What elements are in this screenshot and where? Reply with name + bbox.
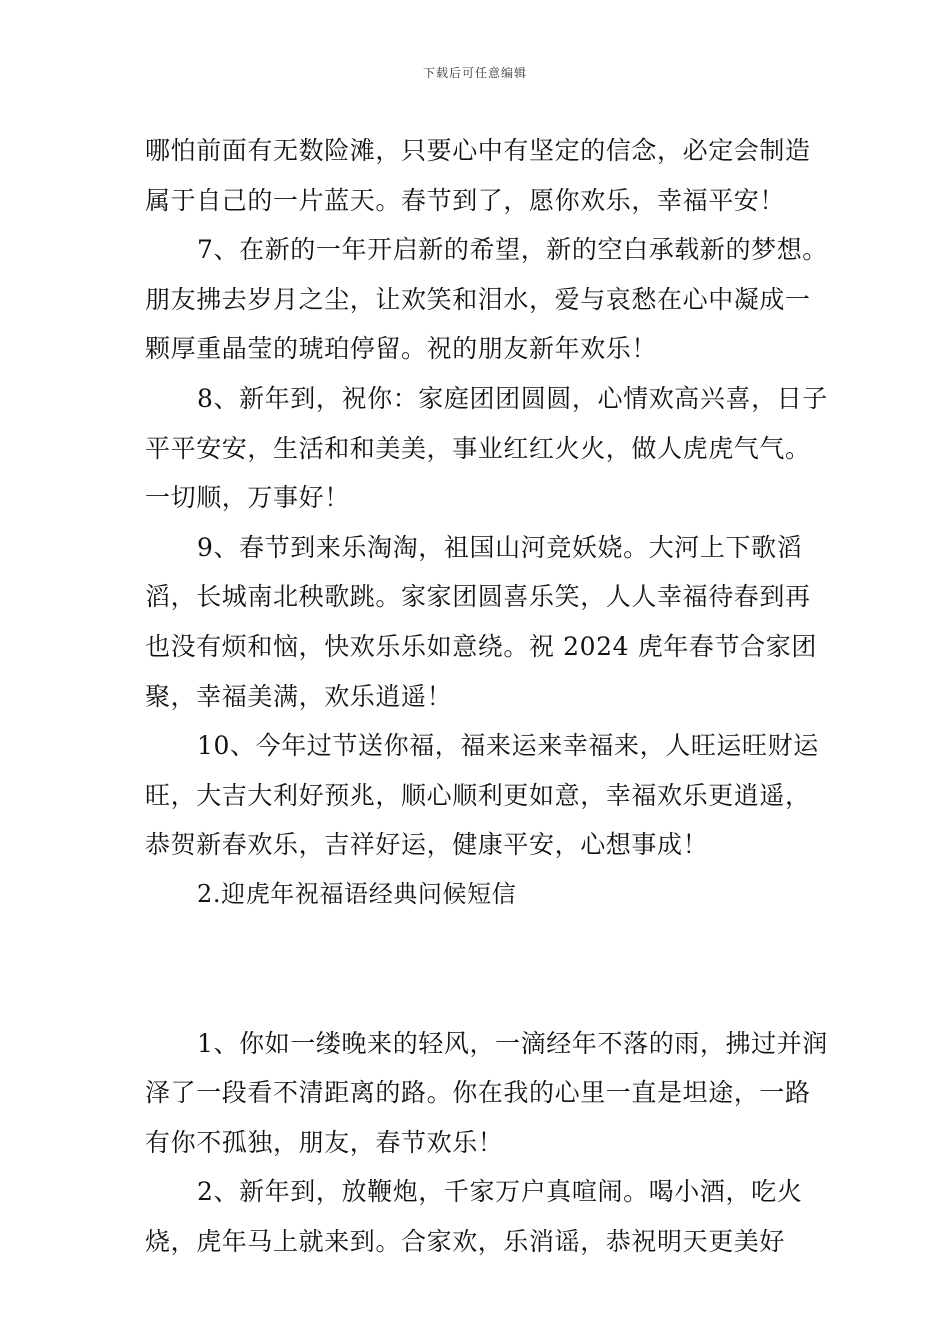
paragraph-item-10: 10、今年过节送你福，福来运来幸福来，人旺运旺财运旺，大吉大利好预兆，顺心顺利更如意，幸福欢乐更逍遥，恭贺新春欢乐，吉祥好运，健康平安，心想事成！ xyxy=(145,731,819,860)
blank-spacer xyxy=(145,920,835,1019)
paragraph-item-8: 8、新年到，祝你：家庭团团圆圆，心情欢高兴喜，日子平平安安，生活和和美美，事业红红火火，做人虎虎气气。一切顺，万事好！ xyxy=(145,383,828,513)
page-header-note: 下载后可任意编辑 xyxy=(422,66,527,80)
paragraph-continuation: 哪怕前面有无数险滩，只要心中有坚定的信念，必定会制造属于自己的一片蓝天。春节到了，愿你欢乐，幸福平安！ xyxy=(145,136,811,215)
paragraph-item-7: 7、在新的一年开启新的希望，新的空白承载新的梦想。朋友拂去岁月之尘，让欢笑和泪水，爱与哀愁在心中凝成一颗厚重晶莹的琥珀停留。祝的朋友新年欢乐！ xyxy=(145,235,828,364)
paragraph-item-1: 1、你如一缕晚来的轻风，一滴经年不落的雨，拂过并润泽了一段看不清距离的路。你在我的心里一直是坦途，一路有你不孤独，朋友，春节欢乐！ xyxy=(145,1028,828,1157)
paragraph-item-2: 2、新年到，放鞭炮，千家万户真喧闹。喝小酒，吃火烧，虎年马上就来到。合家欢，乐消谣，恭祝明天更美好 xyxy=(145,1177,803,1256)
document-body xyxy=(145,126,835,1266)
paragraph-item-9: 9、春节到来乐淘淘，祖国山河竞妖娆。大河上下歌滔滔，长城南北秧歌跳。家家团圆喜乐笑，人人幸福待春到再也没有烦和恼，快欢乐乐如意绕。祝 2024 虎年春节合家团聚，幸福美满，欢乐逍遥！ xyxy=(145,532,817,711)
section-heading: 2.迎虎年祝福语经典问候短信 xyxy=(197,879,517,908)
